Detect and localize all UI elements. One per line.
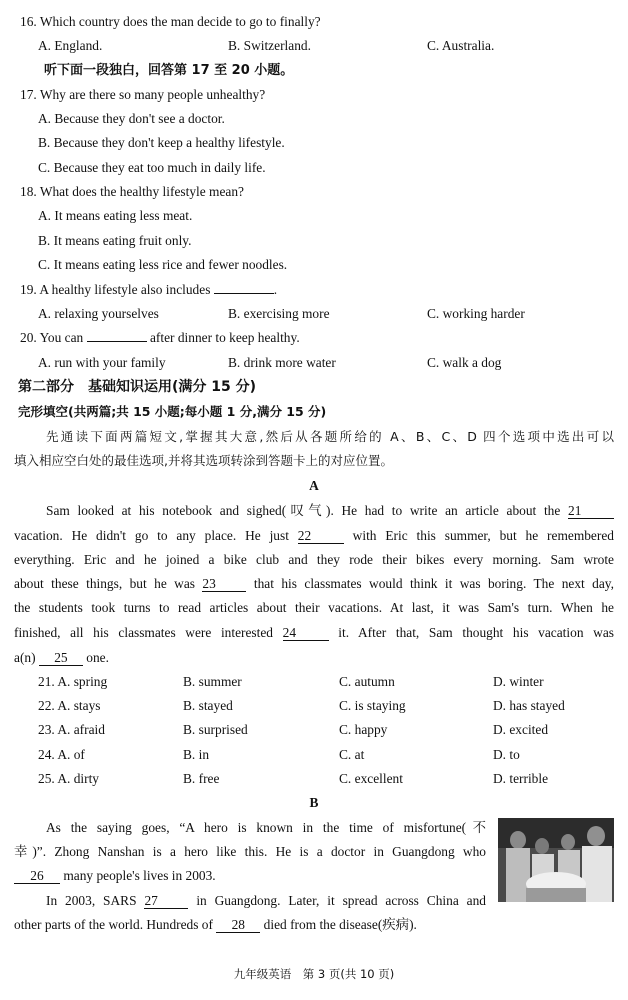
page-footer: 九年级英语 第 3 页(共 10 页): [233, 967, 395, 981]
blank-22: 22: [298, 529, 344, 544]
q16-option-c: C. Australia.: [427, 38, 495, 53]
answer-blank: [214, 293, 274, 294]
q17-option-b: B. Because they don't keep a healthy lifestyle.: [38, 135, 285, 150]
option-23-d: D. excited: [493, 722, 549, 737]
blank-26: 26: [14, 869, 60, 884]
option-24-a: 24. A. of: [38, 747, 85, 762]
q17-option-c: C. Because they eat too much in daily life.: [38, 160, 266, 175]
option-23-a: 23. A. afraid: [38, 722, 105, 737]
option-21-a: 21. A. spring: [38, 674, 108, 689]
q16-option-a: A. England.: [38, 38, 103, 53]
news-photo: [498, 818, 614, 902]
q19-option-c: C. working harder: [427, 306, 525, 321]
part2-instruction-line1: 先通读下面两篇短文,掌握其大意,然后从各题所给的 A、B、C、D 四个选项中选出可以: [46, 429, 614, 444]
passage-a-line-3: everything. Eric and he joined a bike club and they rode their bikes every morning. Sam wrote: [14, 552, 614, 567]
question-19-stem: 19. A healthy lifestyle also includes .: [20, 282, 278, 297]
blank-27: 27: [144, 894, 188, 909]
option-24-b: B. in: [183, 747, 210, 762]
part2-title: 第二部分 基础知识运用(满分 15 分): [18, 379, 257, 395]
part2-subtitle: 完形填空(共两篇;共 15 小题;每小题 1 分,满分 15 分): [18, 404, 327, 419]
q16-option-b: B. Switzerland.: [228, 38, 311, 53]
passage-a-line-2: vacation. He didn't go to any place. He just 22 with Eric this summer, but he remembered: [14, 528, 614, 543]
q18-option-c: C. It means eating less rice and fewer noodles.: [38, 257, 288, 272]
passage-b-line-2: 幸)”. Zhong Nanshan is a hero like this. He is a doctor in Guangdong who: [14, 844, 486, 859]
passage-a-line-1: Sam looked at his notebook and sighed(叹气). He had to write an article about the 21: [46, 503, 614, 519]
option-21-c: C. autumn: [339, 674, 395, 689]
blank-28: 28: [216, 918, 260, 933]
passage-b-heading: B: [309, 795, 319, 810]
question-18-stem: 18. What does the healthy lifestyle mean?: [20, 184, 244, 199]
blank-23: 23: [202, 577, 246, 592]
option-24-d: D. to: [493, 747, 520, 762]
option-25-a: 25. A. dirty: [38, 771, 100, 786]
option-25-c: C. excellent: [339, 771, 403, 786]
doctors-photo-illustration: [498, 818, 614, 902]
question-16-stem: 16. Which country does the man decide to go to finally?: [20, 14, 321, 29]
passage-b-line-3: 26 many people's lives in 2003.: [14, 868, 216, 884]
part2-instruction-line2: 填入相应空白处的最佳选项,并将其选项转涂到答题卡上的对应位置。: [14, 453, 393, 468]
q19-option-a: A. relaxing yourselves: [38, 306, 159, 321]
option-25-b: B. free: [183, 771, 220, 786]
blank-21: 21: [568, 504, 614, 519]
option-21-b: B. summer: [183, 674, 242, 689]
passage-a-line-5: the students took turns to read articles about their vacations. At last, it was Sam's turn. When he: [14, 600, 614, 615]
option-23-b: B. surprised: [183, 722, 248, 737]
q20-option-a: A. run with your family: [38, 355, 166, 370]
q19-option-b: B. exercising more: [228, 306, 330, 321]
q17-option-a: A. Because they don't see a doctor.: [38, 111, 225, 126]
monologue-instruction: 听下面一段独白，回答第 17 至 20 小题。: [44, 63, 294, 78]
option-21-d: D. winter: [493, 674, 544, 689]
option-22-a: 22. A. stays: [38, 698, 101, 713]
option-25-d: D. terrible: [493, 771, 549, 786]
passage-a-line-7: a(n) 25 one.: [14, 650, 109, 665]
option-22-c: C. is staying: [339, 698, 406, 713]
answer-blank: [87, 341, 147, 342]
option-23-c: C. happy: [339, 722, 388, 737]
blank-25: 25: [39, 651, 83, 666]
passage-b-line-1: As the saying goes, “A hero is known in the time of misfortune(不: [46, 820, 486, 835]
option-24-c: C. at: [339, 747, 365, 762]
passage-a-line-4: about these things, but he was 23 that his classmates would think it was boring. The next day,: [14, 576, 614, 591]
question-17-stem: 17. Why are there so many people unhealthy?: [20, 87, 266, 102]
passage-a-line-6: finished, all his classmates were interested 24 it. After that, Sam thought his vacation was: [14, 625, 614, 640]
q20-option-c: C. walk a dog: [427, 355, 502, 370]
option-22-d: D. has stayed: [493, 698, 565, 713]
passage-b-line-5: other parts of the world. Hundreds of 28 died from the disease(疾病).: [14, 917, 417, 932]
question-20-stem: 20. You can after dinner to keep healthy.: [20, 330, 300, 345]
passage-a-heading: A: [309, 478, 319, 493]
passage-b-line-4: In 2003, SARS 27 in Guangdong. Later, it spread across China and: [46, 893, 486, 908]
q18-option-a: A. It means eating less meat.: [38, 208, 193, 223]
blank-24: 24: [283, 626, 329, 641]
option-22-b: B. stayed: [183, 698, 233, 713]
q18-option-b: B. It means eating fruit only.: [38, 233, 192, 248]
q20-option-b: B. drink more water: [228, 355, 336, 370]
